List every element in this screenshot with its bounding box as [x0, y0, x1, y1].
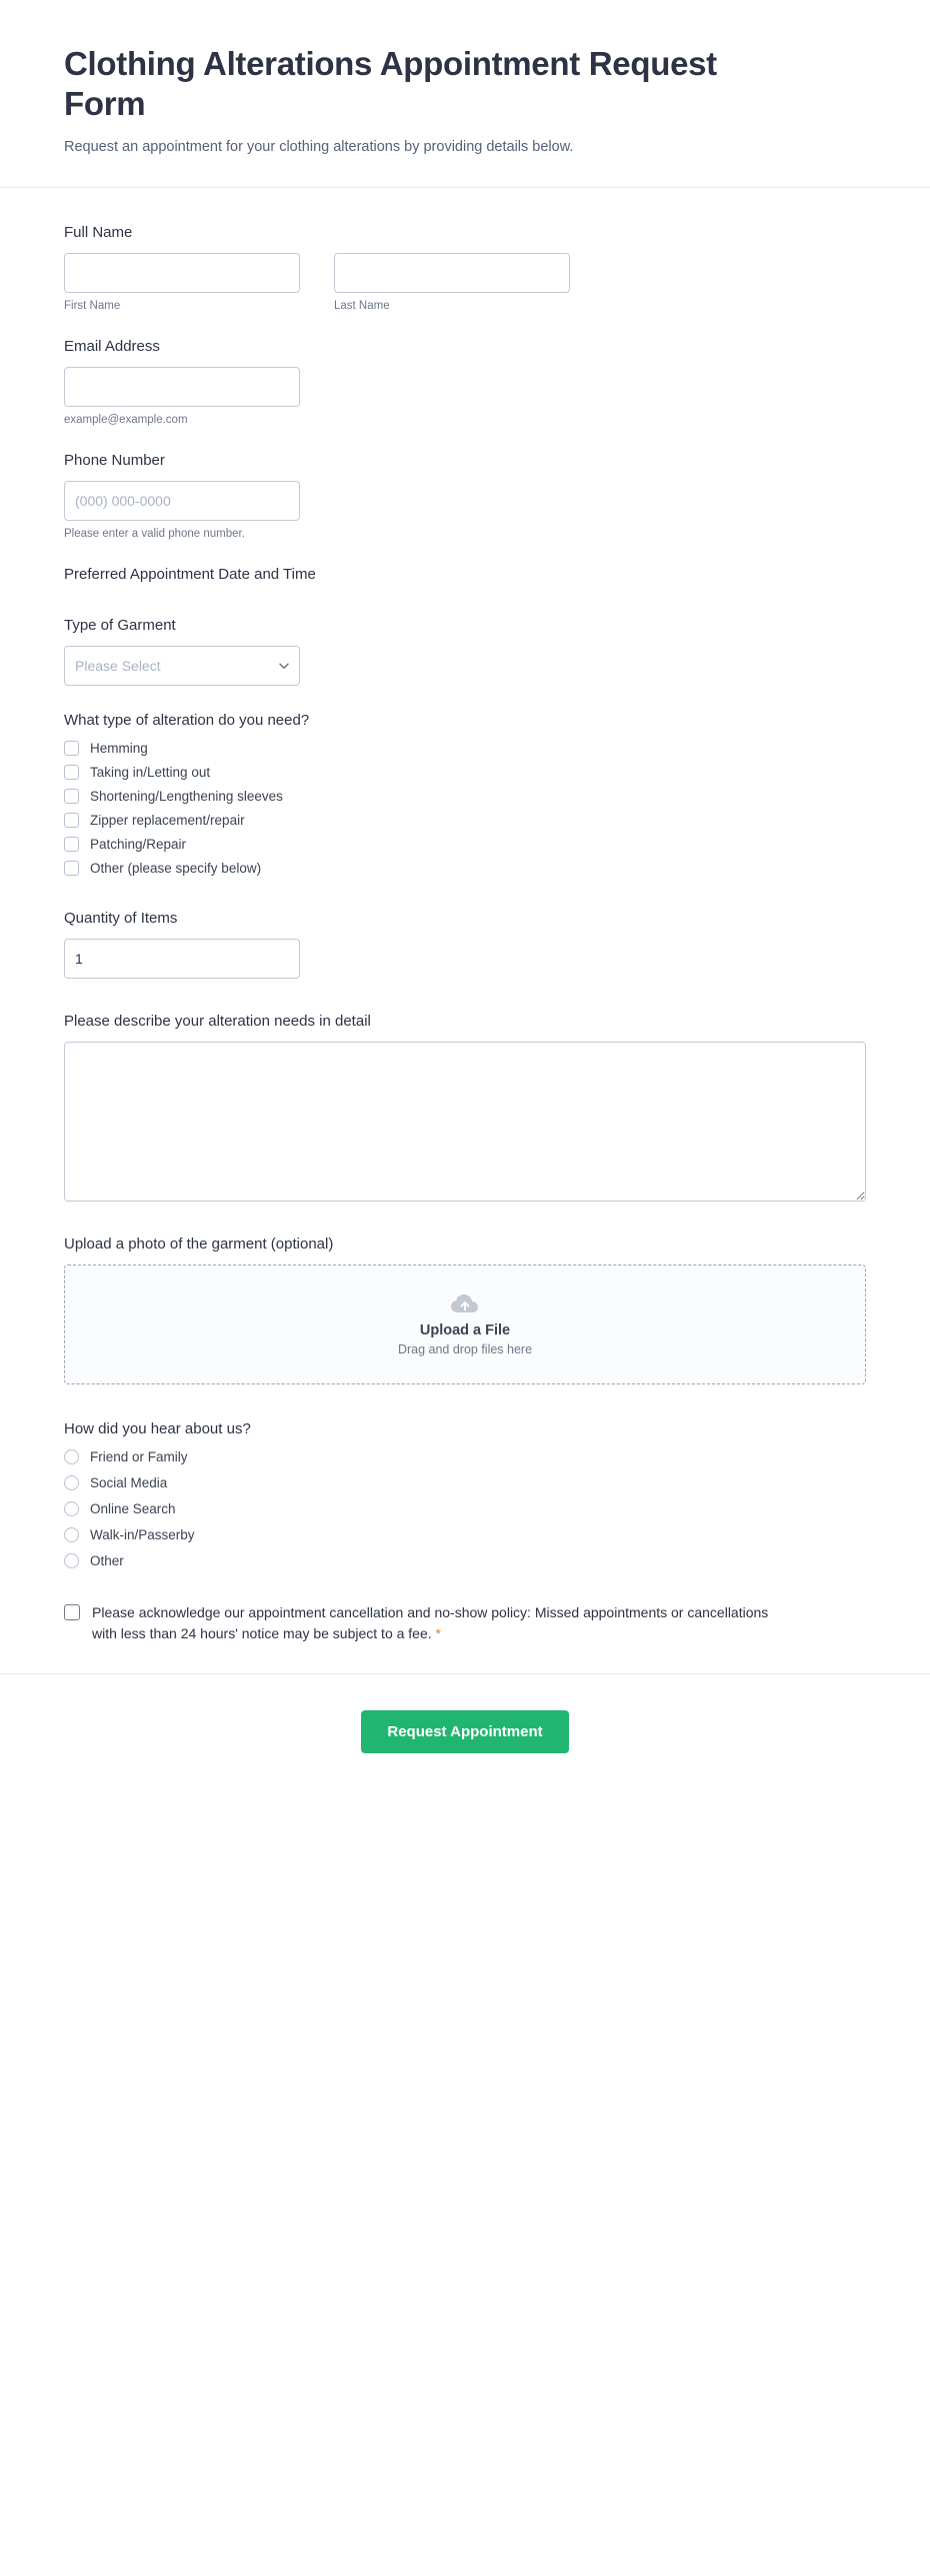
checkbox-label: Zipper replacement/repair: [90, 812, 245, 828]
checkbox-row[interactable]: [64, 789, 866, 804]
full-name-row: [64, 253, 866, 312]
referral-label: How did you hear about us?: [64, 1419, 251, 1437]
checkbox-icon[interactable]: [64, 813, 79, 828]
acknowledgement-text: Please acknowledge our appointment cancellation and no-show policy: Missed appointments or cancellations with less than 24 hours' notice may be subject to a fee.: [92, 1603, 769, 1642]
field-referral: [64, 1420, 866, 1568]
checkbox-label: Other (please specify below): [90, 860, 262, 876]
checkbox-label: Shortening/Lengthening sleeves: [90, 788, 283, 804]
alteration-options: [64, 741, 866, 876]
radio-row[interactable]: [64, 1475, 866, 1490]
acknowledgement-text-wrap: [92, 1602, 792, 1645]
radio-icon[interactable]: [64, 1449, 79, 1464]
radio-icon[interactable]: [64, 1553, 79, 1568]
checkbox-row[interactable]: [64, 741, 866, 756]
phone-label: Phone Number: [64, 451, 165, 469]
form-footer: [0, 1673, 930, 1799]
acknowledgement-checkbox-icon[interactable]: [64, 1604, 80, 1620]
checkbox-icon[interactable]: [64, 741, 79, 756]
field-full-name: [64, 224, 866, 312]
radio-label: Other: [90, 1552, 124, 1568]
garment-select[interactable]: [64, 646, 300, 686]
radio-label: Online Search: [90, 1500, 176, 1516]
field-quantity: [64, 910, 866, 979]
phone-sublabel: Please enter a valid phone number.: [64, 527, 245, 540]
checkbox-label: Hemming: [90, 740, 148, 756]
first-name-sublabel: First Name: [64, 299, 121, 312]
radio-icon[interactable]: [64, 1501, 79, 1516]
file-upload-dropzone[interactable]: [64, 1265, 866, 1384]
garment-label: Type of Garment: [64, 616, 176, 634]
required-marker: *: [435, 1625, 441, 1642]
checkbox-label: Taking in/Letting out: [90, 764, 211, 780]
quantity-group: [64, 939, 300, 979]
first-name-input[interactable]: [64, 253, 300, 293]
radio-label: Walk-in/Passerby: [90, 1526, 195, 1542]
acknowledgement-row[interactable]: [64, 1602, 866, 1645]
upload-cloud-icon: [450, 1292, 480, 1316]
checkbox-icon[interactable]: [64, 837, 79, 852]
checkbox-row[interactable]: [64, 837, 866, 852]
phone-input[interactable]: [64, 481, 300, 521]
page-subtitle: Request an appointment for your clothing alterations by providing details below.: [64, 138, 574, 155]
checkbox-row[interactable]: [64, 861, 866, 876]
radio-icon[interactable]: [64, 1527, 79, 1542]
details-label: Please describe your alteration needs in detail: [64, 1012, 371, 1030]
phone-group: [64, 481, 300, 540]
appointment-label: Preferred Appointment Date and Time: [64, 565, 316, 583]
form-body: [0, 188, 930, 1645]
page-title: Clothing Alterations Appointment Request Form: [64, 45, 717, 123]
radio-row[interactable]: [64, 1553, 866, 1568]
form-header: [0, 0, 930, 188]
email-field[interactable]: [64, 367, 300, 407]
radio-row[interactable]: [64, 1501, 866, 1516]
checkbox-icon[interactable]: [64, 861, 79, 876]
field-garment-type: [64, 617, 866, 686]
upload-button-label[interactable]: Upload a File: [419, 1321, 511, 1338]
checkbox-row[interactable]: [64, 765, 866, 780]
field-email: [64, 338, 866, 426]
radio-label: Social Media: [90, 1474, 168, 1490]
radio-row[interactable]: [64, 1527, 866, 1542]
email-sublabel: example@example.com: [64, 413, 188, 426]
request-appointment-button[interactable]: Request Appointment: [361, 1710, 568, 1753]
radio-icon[interactable]: [64, 1475, 79, 1490]
last-name-input[interactable]: [334, 253, 570, 293]
last-name-sublabel: Last Name: [334, 299, 390, 312]
first-name-group: [64, 253, 300, 312]
field-appointment-datetime: [64, 566, 866, 583]
email-label: Email Address: [64, 337, 160, 355]
referral-options: [64, 1449, 866, 1568]
field-alteration-type: [64, 712, 866, 876]
upload-hint: Drag and drop files here: [397, 1341, 533, 1356]
field-details: [64, 1013, 866, 1202]
field-phone: [64, 452, 866, 540]
checkbox-label: Patching/Repair: [90, 836, 187, 852]
upload-label: Upload a photo of the garment (optional): [64, 1235, 334, 1253]
checkbox-icon[interactable]: [64, 765, 79, 780]
email-group: [64, 367, 300, 426]
quantity-stepper[interactable]: [64, 939, 300, 979]
checkbox-row[interactable]: [64, 813, 866, 828]
garment-select-wrap: [64, 646, 300, 686]
details-textarea[interactable]: [64, 1042, 866, 1202]
checkbox-icon[interactable]: [64, 789, 79, 804]
radio-label: Friend or Family: [90, 1448, 188, 1464]
radio-row[interactable]: [64, 1449, 866, 1464]
last-name-group: [334, 253, 570, 312]
quantity-label: Quantity of Items: [64, 909, 178, 927]
field-upload: [64, 1236, 866, 1384]
alteration-label: What type of alteration do you need?: [64, 711, 310, 729]
full-name-label: Full Name: [64, 223, 133, 241]
